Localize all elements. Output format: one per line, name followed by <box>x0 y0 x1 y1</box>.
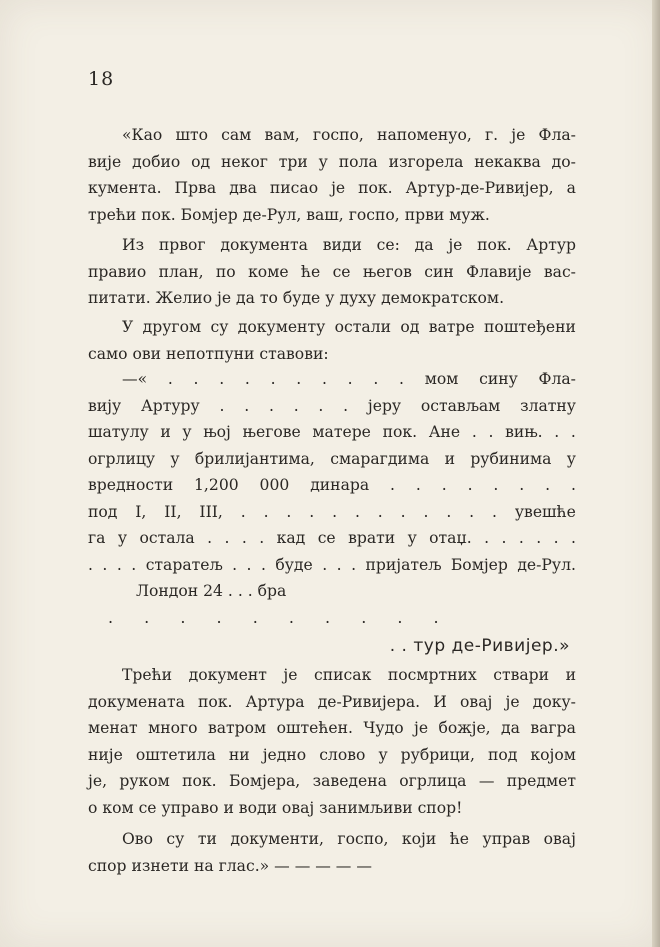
text-line: менат много ватром оштећен. Чудо је божје, да вагра <box>88 719 576 737</box>
fragment-line: вију Артуру . . . . . . јеру остављам златну <box>88 396 576 415</box>
fragment-line: . . . . старатељ . . . буде . . . пријатељ Бомјер де-Рул. <box>88 555 576 574</box>
page-edge <box>652 0 660 947</box>
paragraph-1 <box>88 122 576 228</box>
text-line: питати. Желио је да то буде у духу демократском. <box>88 289 505 307</box>
text-line: није оштетила ни једно слово у рубрици, под којом <box>88 745 576 764</box>
text-line: Трећи документ је списак посмртних ствари и <box>122 666 576 684</box>
fragment-dots: . . . . . . . . . . <box>108 608 452 627</box>
fragment-signature: . . тур де-Ривијер.» <box>389 636 570 656</box>
fragment-line: под I, II, III, . . . . . . . . . . . . увешће <box>88 502 576 521</box>
text-line: «Као што сам вам, госпо, напоменуо, г. је Фла- <box>122 126 576 144</box>
fragment-line: вредности 1,200 000 динара . . . . . . . . <box>88 476 576 494</box>
page-number: 18 <box>88 68 115 90</box>
fragment-line: шатулу и у њој његове матере пок. Ане . . вињ. . . <box>88 423 576 441</box>
paragraph-2 <box>88 232 576 312</box>
text-line: трећи пок. Бомјер де-Рул, ваш, госпо, први муж. <box>88 205 490 224</box>
text-line: спор изнети на глас.» — — — — — <box>88 856 372 875</box>
paragraph-4 <box>88 662 576 821</box>
paragraph-3 <box>88 314 576 367</box>
paragraph-5 <box>88 826 576 879</box>
fragment-line: га у остала . . . . кад се врати у отаџ. . . . . . . <box>88 529 576 547</box>
fragment-line: огрлицу у брилијантима, смарагдима и рубинима у <box>88 449 576 468</box>
text-line: само ови непотпуни ставови: <box>88 344 329 363</box>
text-line: о ком се управо и води овај занимљиви спор! <box>88 798 463 817</box>
document-fragment <box>88 366 576 605</box>
text-line: је, руком пок. Бомјера, заведена огрлица — предмет <box>88 772 576 790</box>
text-line: вије добио од неког три у пола изгорела некаква до- <box>88 152 576 171</box>
text-line: кумента. Прва два писао је пок. Артур-де-Ривијер, а <box>88 179 576 197</box>
text-line: Из првог документа види се: да је пок. Артур <box>122 236 576 254</box>
text-line: правио план, по коме ће се његов син Флавије вас- <box>88 262 576 281</box>
text-line: У другом су документу остали од ватре поштеђени <box>122 318 576 336</box>
fragment-line: Лондон 24 . . . бра <box>136 582 287 600</box>
text-line: Ово су ти документи, госпо, који ће управ овај <box>122 830 576 848</box>
fragment-line: —« . . . . . . . . . . мом сину Фла- <box>122 370 576 388</box>
text-line: докумената пок. Артура де-Ривијера. И овај је доку- <box>88 692 576 711</box>
